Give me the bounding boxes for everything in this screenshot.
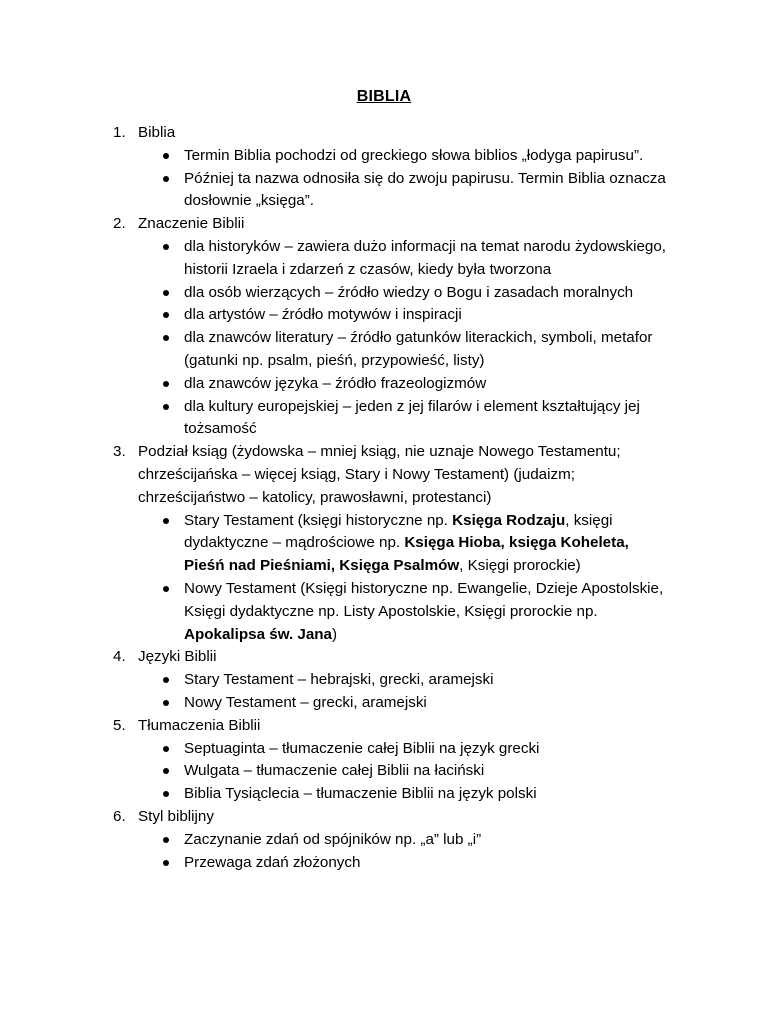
bullet-dot-icon (163, 176, 169, 182)
bullet-text: Zaczynanie zdań od spójników np. „a” lub „i” (184, 830, 482, 848)
bullet-dot-icon (163, 404, 169, 410)
bullet-text: Termin Biblia pochodzi od greckiego słowa biblios „łodyga papirusu”. (184, 146, 644, 164)
section-number: 1. (113, 124, 126, 141)
bullet-item (184, 852, 673, 875)
bullet-dot-icon (163, 290, 169, 296)
bullet-text: Septuaginta – tłumaczenie całej Biblii na język grecki (184, 739, 540, 757)
bullet-dot-icon (163, 335, 169, 341)
bullet-dot-icon (163, 677, 169, 683)
bullet-text: dla kultury europejskiej – jeden z jej filarów i element kształtujący jej tożsamość (184, 397, 640, 438)
bullet-dot-icon (163, 244, 169, 250)
bullet-text: Stary Testament (księgi historyczne np. (184, 511, 453, 529)
bullet-dot-icon (163, 312, 169, 318)
bold-text: Księga Rodzaju (452, 511, 566, 529)
bullet-text: Nowy Testament (Księgi historyczne np. Ewangelie, Dzieje Apostolskie, Księgi dydaktyczne np. Listy Apostolskie, Księgi prorockie np. (184, 579, 664, 620)
bullet-dot-icon (163, 768, 169, 774)
section-number: 5. (113, 716, 126, 734)
bullet-text: , księgi dydaktyczne – mądrościowe np. (184, 511, 613, 552)
bullet-item (184, 760, 673, 783)
bullet-item (184, 145, 673, 168)
bullet-dot-icon (163, 746, 169, 752)
bullet-list (138, 669, 673, 715)
bullet-item (184, 783, 673, 806)
section-heading: Tłumaczenia Biblii (138, 716, 261, 734)
bullet-item (184, 692, 673, 715)
section-list (113, 122, 673, 874)
bullet-text: dla osób wierzących – źródło wiedzy o Bogu i zasadach moralnych (184, 283, 634, 301)
section-item (113, 213, 673, 441)
bullet-item (184, 738, 673, 761)
bullet-list (138, 738, 673, 806)
bullet-dot-icon (163, 837, 169, 843)
section-heading: Styl biblijny (138, 807, 214, 825)
section-item (113, 441, 673, 646)
bold-text: Apokalipsa św. Jana (184, 625, 332, 643)
bullet-text: Biblia Tysiąclecia – tłumaczenie Biblii na język polski (184, 785, 537, 803)
bullet-item (184, 578, 673, 646)
section-item (113, 122, 673, 213)
section-number: 3. (113, 443, 126, 461)
bullet-text: dla historyków – zawiera dużo informacji na temat narodu żydowskiego, historii Izraela i zdarzeń z czasów, kiedy była tworzona (184, 237, 667, 278)
bullet-item (184, 236, 673, 282)
section-item (113, 715, 673, 806)
bullet-text: dla artystów – źródło motywów i inspiracji (184, 306, 462, 324)
bullet-text: Wulgata – tłumaczenie całej Biblii na łaciński (184, 762, 485, 780)
bullet-item (184, 282, 673, 305)
bold-text: Księga Hioba, księga Koheleta, Pieśń nad Pieśniami, Księga Psalmów (184, 534, 629, 575)
section-heading: Biblia (138, 124, 176, 141)
bullet-text: dla znawców języka – źródło frazeologizmów (184, 374, 487, 392)
bullet-dot-icon (163, 586, 169, 592)
bullet-item (184, 327, 673, 373)
bullet-text: ) (332, 625, 338, 643)
document-title: BIBLIA (356, 88, 412, 105)
bullet-item (184, 829, 673, 852)
bullet-text: Nowy Testament – grecki, aramejski (184, 693, 427, 711)
section-heading: Podział ksiąg (żydowska – mniej ksiąg, nie uznaje Nowego Testamentu; chrześcijańska – więcej ksiąg, Stary i Nowy Testament) (judaizm; chrześcijaństwo – katolicy, prawosławni, protestanci) (138, 443, 621, 506)
bullet-item (184, 669, 673, 692)
bullet-dot-icon (163, 700, 169, 706)
bullet-dot-icon (163, 860, 169, 866)
bullet-dot-icon (163, 791, 169, 797)
section-item (113, 646, 673, 714)
bullet-item (184, 373, 673, 396)
bullet-text: , Księgi prorockie) (459, 557, 581, 575)
section-heading: Znaczenie Biblii (138, 215, 245, 233)
bullet-item (184, 396, 673, 442)
bullet-text: Przewaga zdań złożonych (184, 853, 361, 871)
section-item (113, 806, 673, 874)
section-number: 6. (113, 807, 126, 825)
bullet-list (138, 510, 673, 647)
bullet-list (138, 145, 673, 213)
bullet-dot-icon (163, 518, 169, 524)
bullet-list (138, 236, 673, 441)
section-number: 4. (113, 648, 126, 666)
bullet-item (184, 510, 673, 578)
bullet-item (184, 168, 673, 214)
section-number: 2. (113, 215, 126, 233)
bullet-text: Stary Testament – hebrajski, grecki, aramejski (184, 671, 494, 689)
bullet-item (184, 304, 673, 327)
bullet-text: Później ta nazwa odnosiła się do zwoju papirusu. Termin Biblia oznacza dosłownie „księga”. (184, 169, 666, 210)
bullet-dot-icon (163, 381, 169, 387)
bullet-list (138, 829, 673, 875)
bullet-text: dla znawców literatury – źródło gatunków literackich, symboli, metafor (gatunki np. psalm, pieśń, przypowieść, listy) (184, 329, 653, 369)
section-heading: Języki Biblii (138, 648, 217, 666)
bullet-dot-icon (163, 153, 169, 159)
